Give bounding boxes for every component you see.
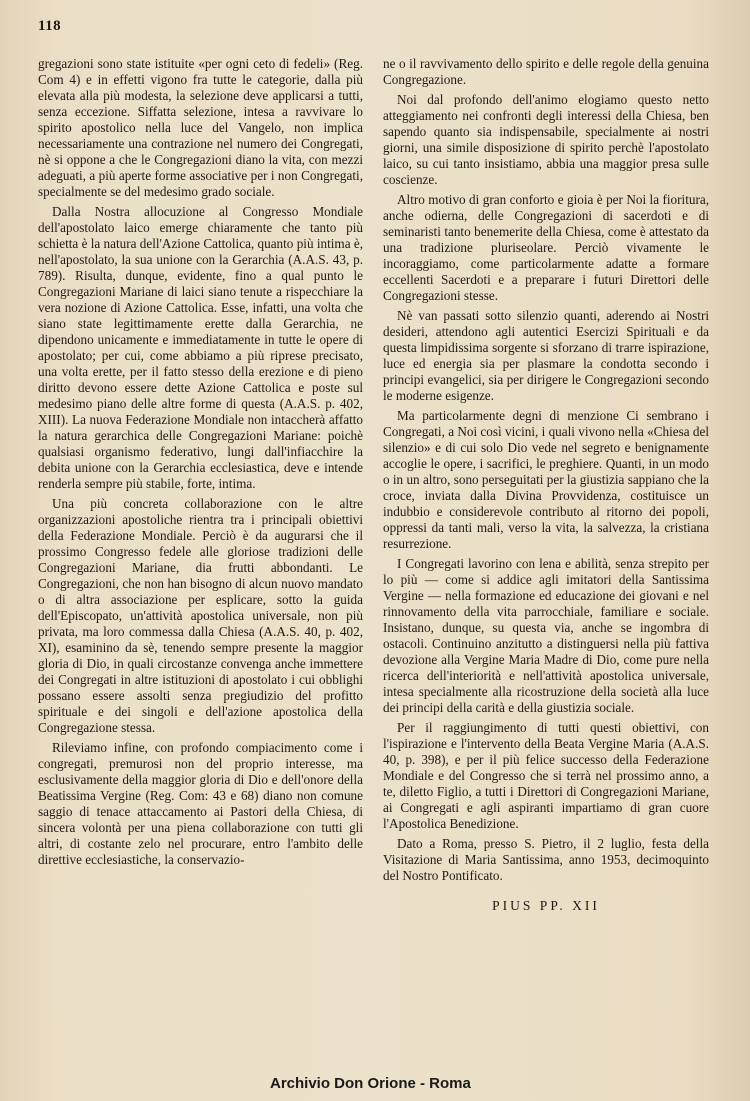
paragraph: Rileviamo infine, con profondo compiacimento come i congregati, premurosi non del proprio interesse, ma esclusivamente della maggior gloria di Dio e dell'onore della Beatissima Vergine (Reg. Com: 43 e 68) diano non comune saggio di tenace attaccamento ai Pastori della Chiesa, di sincera volontà per una piena collaborazione con tutti gli altri, di costante zelo nel procurare, entro l'ambito delle direttive ecclesiastiche, la conservazio- — [38, 740, 363, 867]
paragraph: Per il raggiungimento di tutti questi obiettivi, con l'ispirazione e l'intervento della Beata Vergine Maria (A.A.S. 40, p. 398), e per il più felice successo della Federazione Mondiale e del Congresso che si terrà nel prossimo anno, a te, diletto Figlio, a tutti i Direttori di Congregazioni Mariane, ai Congregati e agli aspiranti impartiamo di gran cuore l'Apostolica Benedizione. — [383, 720, 709, 831]
paragraph: ne o il ravvivamento dello spirito e delle regole della genuina Congregazione. — [383, 56, 709, 87]
paragraph: Dato a Roma, presso S. Pietro, il 2 luglio, festa della Visitazione di Maria Santissima, anno 1953, decimoquinto del Nostro Pontificato. — [383, 836, 709, 883]
left-column — [38, 56, 363, 872]
page-number: 118 — [38, 18, 62, 34]
paragraph: Dalla Nostra allocuzione al Congresso Mondiale dell'apostolato laico emerge chiaramente che tanto più schietta è la natura dell'Azione Cattolica, quanto più intima è, nell'apostolato, la sua unione con la Gerarchia (A.A.S. 43, p. 789). Risulta, dunque, evidente, fino a qual punto le Congregazioni Mariane di laici siano tenute a rispecchiare la vera nozione di Azione Cattolica. Esse, infatti, una volta che siano state legittimamente erette dalla Gerarchia, ne dipendono unicamente e immediatamente in tutte le opere di apostolato; per cui, come abbiamo a più riprese precisato, una volta erette, per il fatto stesso della erezione e di pieno diritto devono essere dette Azione Cattolica e poste sul medesimo piano delle altre forme di questa (A.A.S. p. 402, XIII). La nuova Federazione Mondiale non intaccherà affatto la natura gerarchica delle Congregazioni Mariane: poichè qualsiasi organismo federativo, lungi dall'infiacchire la debita unione con la Gerarchia ecclesiastica, deve e intende renderla sempre più stabile, forte, intima. — [38, 204, 363, 491]
paragraph: Nè van passati sotto silenzio quanti, aderendo ai Nostri desideri, attendono agli autentici Esercizi Spirituali e da questa limpidissima sorgente si sforzano di trarre ispirazione, luce ed energia sia per plasmare la condotta secondo i principi evangelici, sia per dirigere le Congregazioni secondo le moderne esigenze. — [383, 308, 709, 403]
paragraph: Una più concreta collaborazione con le altre organizzazioni apostoliche rientra tra i principali obiettivi della Federazione Mondiale. Perciò è da augurarsi che il prossimo Congresso fedele alle gloriose tradizioni delle Congregazioni Mariane, dia frutti abbondanti. Le Congregazioni, che non han bisogno di alcun nuovo mandato o di altra associazione per esplicare, sotto la guida dell'Episcopato, un'attività apostolica universale, non più privata, ma loro commessa dalla Chiesa (A.A.S. 40, p. 402, XI), esaminino da sè, tenendo sempre presente la maggior gloria di Dio, in quali circostanze convenga anche immettere dei Congregati in altre istituzioni di apostolato i cui obblighi possano essere assolti senza pregiudizio del profitto spirituale e dei singoli e dell'azione apostolica della Congregazione stessa. — [38, 496, 363, 735]
paragraph: Noi dal profondo dell'animo elogiamo questo netto atteggiamento nei confronti degli interessi della Chiesa, ben sapendo quanto sia indispensabile, specialmente ai nostri giorni, una simile disposizione di spirito perchè l'apostolato laico, su cui tanto insistiamo, abbia una maggior presa sulle coscienze. — [383, 92, 709, 187]
archive-footer: Archivio Don Orione - Roma — [270, 1075, 471, 1092]
paragraph: I Congregati lavorino con lena e abilità, senza strepito per lo più — come si addice agli imitatori della Santissima Vergine — nella formazione ed educazione dei giovani e nel rinnovamento della vita parrocchiale, familiare e sociale. Insistano, dunque, su questa via, anche se ingombra di ostacoli. Continuino anzitutto a distinguersi nella più fattiva devozione alla Vergine Maria Madre di Dio, come pure nella ricerca dell'interiorità e nell'attività apostolica universale, intesa specialmente alla ricostruzione della società alla luce dei principi della carità e della giustizia sociale. — [383, 556, 709, 715]
papal-signature: PIUS PP. XII — [492, 898, 600, 913]
paragraph: Ma particolarmente degni di menzione Ci sembrano i Congregati, a Noi così vicini, i quali vivono nella «Chiesa del silenzio» e di cui solo Dio vede nel segreto e benignamente accoglie le opere, i sacrifici, le preghiere. Quanti, in un modo o in un altro, sono perseguitati per la giustizia sappiano che la croce, inviata dalla Divina Provvidenza, costituisce un indubbio e considerevole contributo al ritorno dei popoli, oppressi da tanti mali, verso la vita, la salvezza, la cristiana resurrezione. — [383, 408, 709, 551]
paragraph: Altro motivo di gran conforto e gioia è per Noi la fioritura, anche odierna, delle Congregazioni di sacerdoti e di seminaristi tanto benemerite della Chiesa, come è attestato da una tradizione pluriseolare. Perciò vivamente le incoraggiamo, come particolarmente adatte a formare eccellenti Sacerdoti e a preparare i futuri Direttori delle Congregazioni stesse. — [383, 192, 709, 303]
right-column — [383, 56, 709, 914]
paragraph: gregazioni sono state istituite «per ogni ceto di fedeli» (Reg. Com 4) e in effetti vigono fra tutte le categorie, dalla più elevata alla più modesta, la selezione deve applicarsi a tutti, senza eccezione. Siffatta selezione, intesa a ravvivare lo spirito apostolico nella luce del Vangelo, non implica necessariamente una contrazione nel numero dei Congregati, nè si oppone a che le Congregazioni diano la vita, con mezzi adeguati, a più aperte forme associative per i non Congregati, specialmente se del medesimo grado sociale. — [38, 56, 363, 199]
